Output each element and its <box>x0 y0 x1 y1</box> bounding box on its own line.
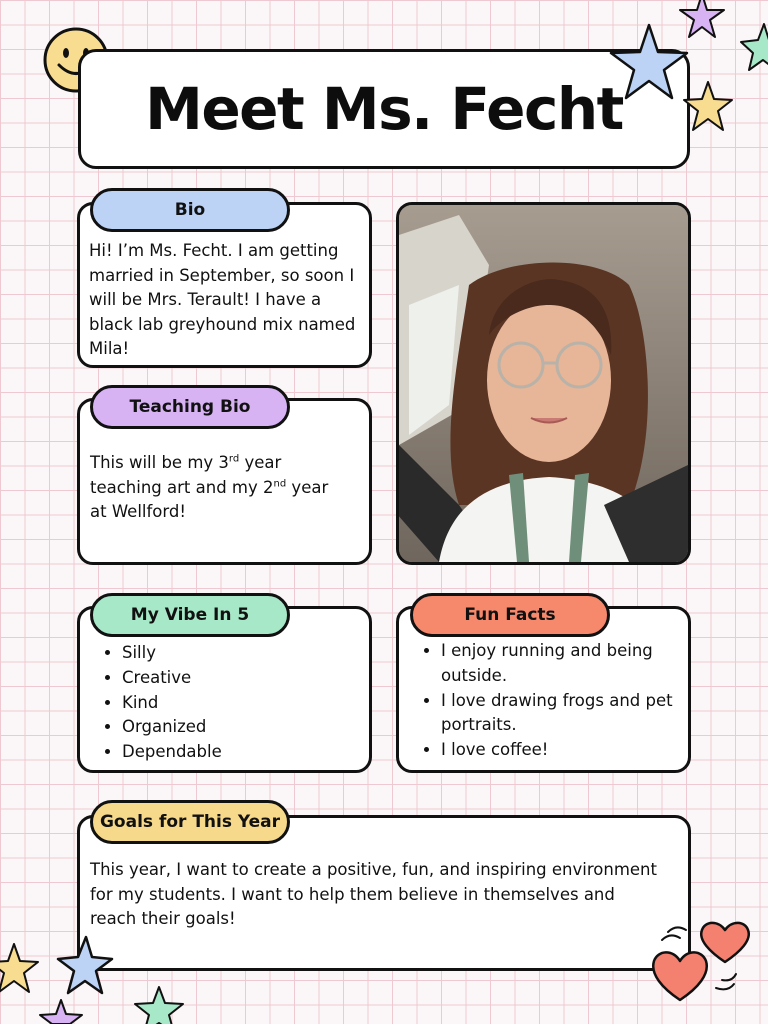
profile-photo <box>396 202 691 565</box>
fun-facts-list <box>399 639 721 763</box>
list-item: • I love coffee! <box>441 738 721 763</box>
bio-text: Hi! I’m Ms. Fecht. I am getting married in September, so soon I will be Mrs. Terault! I have a black lab greyhound mix named Mila! <box>89 241 356 358</box>
list-item: • Silly <box>122 641 222 666</box>
teaching-bio-label: Teaching Bio <box>90 385 290 429</box>
heart-icon <box>650 912 760 1012</box>
goals-label: Goals for This Year <box>90 800 290 844</box>
teaching-bio-line-2: teaching art and my 2nd year <box>90 477 329 497</box>
fun-facts-label: Fun Facts <box>410 593 610 637</box>
title-banner <box>78 49 690 169</box>
teaching-bio-line-1: This will be my 3rd year <box>90 453 282 472</box>
star-icon <box>130 985 188 1024</box>
list-item: • I enjoy running and being outside. <box>441 639 721 689</box>
goals-text: This year, I want to create a positive, fun, and inspiring environment for my students. I want to help them believe in themselves and reach their goals! <box>90 860 657 928</box>
page-title: Meet Ms. Fecht <box>145 75 623 143</box>
list-item: • Organized <box>122 715 222 740</box>
list-item: • I love drawing frogs and pet portraits. <box>441 689 721 739</box>
list-item: • Dependable <box>122 740 222 765</box>
vibe-label: My Vibe In 5 <box>90 593 290 637</box>
teaching-bio-text <box>90 451 365 525</box>
star-icon <box>680 80 736 134</box>
teaching-bio-line-3: at Wellford! <box>90 502 186 521</box>
star-icon <box>36 998 86 1024</box>
list-item: • Kind <box>122 691 222 716</box>
bio-label: Bio <box>90 188 290 232</box>
list-item: • Creative <box>122 666 222 691</box>
star-icon <box>50 935 114 1001</box>
star-icon <box>676 0 728 44</box>
star-icon <box>0 942 42 998</box>
vibe-list <box>80 641 222 765</box>
star-icon <box>736 20 768 76</box>
